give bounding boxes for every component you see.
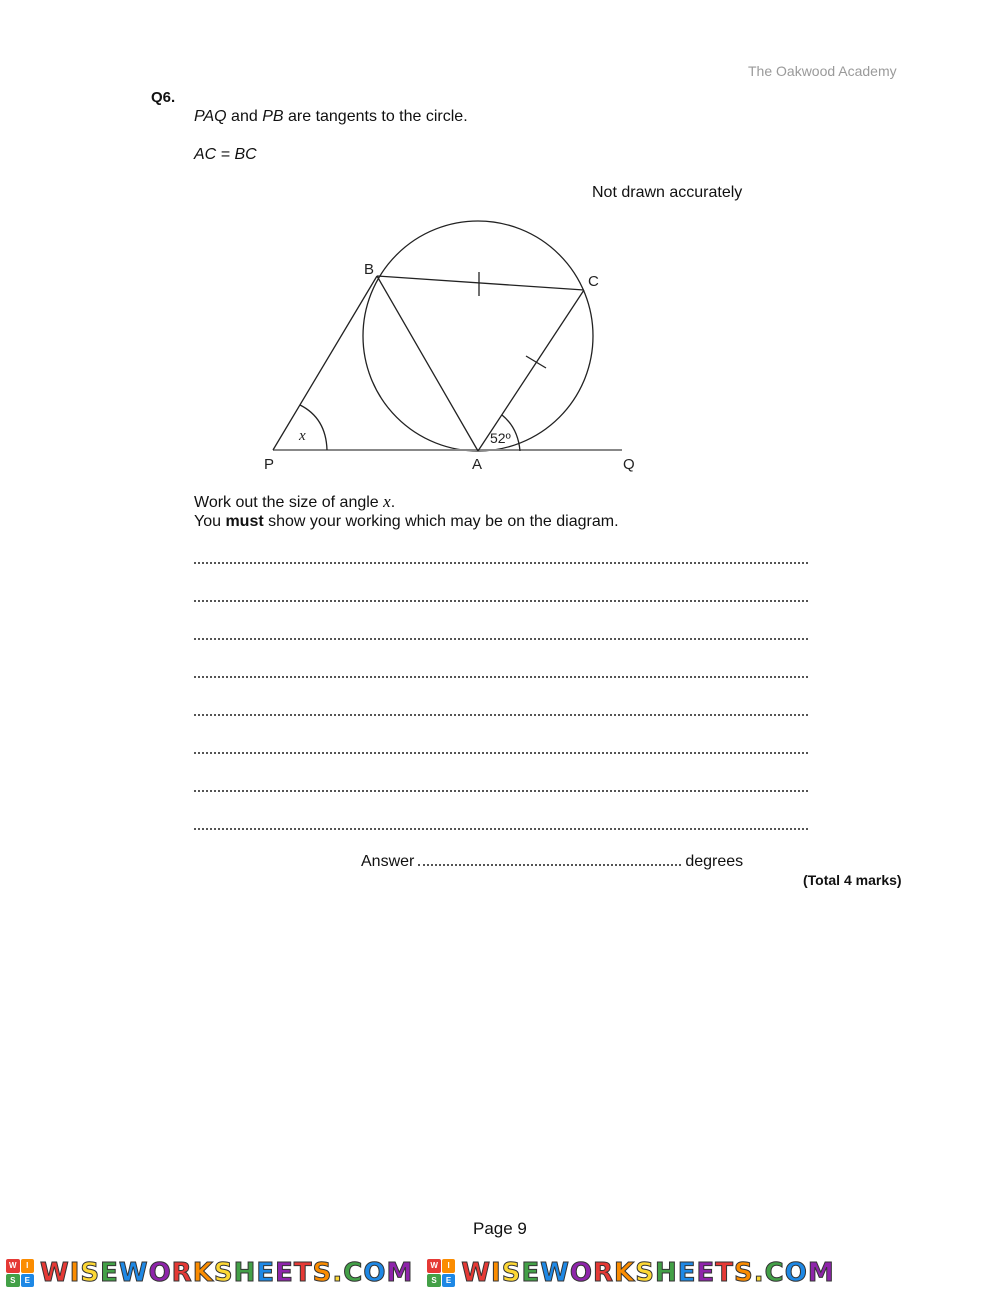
working-line[interactable] — [194, 676, 808, 678]
label-q: Q — [623, 456, 635, 473]
brand-letter: E — [677, 1258, 697, 1288]
brand-letter: C — [764, 1258, 785, 1288]
school-name: The Oakwood Academy — [748, 63, 897, 79]
working-line[interactable] — [194, 752, 808, 754]
brand-letter: R — [171, 1258, 193, 1288]
not-drawn-note: Not drawn accurately — [592, 184, 743, 201]
working-line[interactable] — [194, 638, 808, 640]
question-statement — [194, 108, 468, 126]
brand-letter: S — [213, 1258, 234, 1288]
footer-banner — [0, 1255, 1000, 1291]
label-a: A — [472, 456, 483, 473]
brand-logo-right — [427, 1258, 834, 1288]
instruction-text: Work out the size of angle — [194, 494, 384, 511]
brand-letter: E — [275, 1258, 294, 1288]
brand-letter: M — [386, 1258, 414, 1288]
label-b: B — [364, 261, 375, 278]
instruction-line-2 — [194, 513, 619, 531]
brand-letter: K — [614, 1258, 636, 1288]
geometry-diagram — [250, 210, 670, 480]
label-angle-52: 52º — [490, 430, 511, 446]
brand-logo-icon — [6, 1259, 34, 1287]
brand-letter: O — [148, 1258, 172, 1288]
brand-letter: E — [100, 1258, 119, 1288]
brand-logo-icon — [427, 1259, 455, 1287]
tangent-name-paq: PAQ — [194, 108, 227, 125]
working-line[interactable] — [194, 828, 808, 830]
brand-letter: S — [733, 1258, 754, 1288]
logo-letter: W — [427, 1259, 441, 1273]
answer-unit: degrees — [685, 853, 744, 870]
brand-letter: W — [540, 1258, 570, 1288]
label-p: P — [264, 456, 275, 473]
answer-row — [361, 853, 743, 871]
question-number: Q6. — [151, 89, 176, 106]
brand-letter: M — [807, 1258, 835, 1288]
instruction-emphasis: must — [225, 513, 264, 530]
equality-statement — [194, 146, 257, 164]
brand-letter: W — [118, 1258, 149, 1288]
segment-pb — [273, 276, 377, 450]
instruction-period: . — [390, 494, 396, 511]
total-marks: (Total 4 marks) — [803, 872, 902, 888]
tick-ca — [526, 356, 546, 368]
working-line[interactable] — [194, 714, 808, 716]
label-c: C — [588, 273, 599, 290]
logo-letter: I — [21, 1259, 35, 1273]
brand-letter: E — [521, 1258, 541, 1288]
segment-ca — [478, 290, 584, 451]
brand-letter: T — [715, 1258, 734, 1288]
answer-label: Answer — [361, 853, 415, 870]
brand-letter: . — [753, 1258, 765, 1288]
segment-ba — [377, 276, 478, 451]
brand-letter: E — [696, 1258, 716, 1288]
logo-letter: E — [442, 1274, 456, 1288]
brand-letter: S — [501, 1258, 522, 1288]
tangent-name-pb: PB — [262, 108, 284, 125]
working-line[interactable] — [194, 562, 808, 564]
brand-text — [40, 1258, 413, 1288]
logo-letter: S — [427, 1274, 441, 1288]
logo-letter: I — [442, 1259, 456, 1273]
brand-letter: K — [192, 1258, 214, 1288]
page-number: Page 9 — [473, 1219, 527, 1238]
conjunction-text: and — [226, 108, 263, 125]
brand-letter: S — [312, 1258, 333, 1288]
brand-letter: H — [233, 1258, 257, 1288]
brand-letter: S — [80, 1258, 101, 1288]
working-line[interactable] — [194, 600, 808, 602]
brand-logo-left — [6, 1258, 413, 1288]
angle-variable: x — [383, 492, 391, 511]
logo-letter: S — [6, 1274, 20, 1288]
brand-letter: W — [40, 1258, 70, 1288]
brand-letter: R — [593, 1258, 615, 1288]
brand-letter: I — [69, 1258, 81, 1288]
working-line[interactable] — [194, 790, 808, 792]
brand-letter: . — [332, 1258, 344, 1288]
equality-text: AC = BC — [194, 146, 257, 163]
brand-letter: W — [461, 1258, 492, 1288]
brand-letter: C — [343, 1258, 364, 1288]
answer-field[interactable] — [418, 854, 681, 866]
brand-letter: I — [491, 1258, 502, 1288]
brand-letter: S — [635, 1258, 655, 1288]
brand-letter: O — [784, 1258, 808, 1288]
instruction-prefix: You — [194, 513, 226, 530]
brand-letter: O — [569, 1258, 594, 1288]
diagram-shapes — [273, 221, 622, 451]
segment-bc — [377, 276, 584, 290]
label-x: x — [299, 428, 306, 444]
logo-letter: W — [6, 1259, 20, 1273]
brand-letter: H — [654, 1258, 678, 1288]
brand-letter: O — [363, 1258, 387, 1288]
brand-letter: E — [256, 1258, 276, 1288]
logo-letter: E — [21, 1274, 35, 1288]
brand-letter: T — [293, 1258, 313, 1288]
brand-text — [461, 1258, 834, 1288]
circle — [363, 221, 593, 451]
instruction-line-1 — [194, 492, 395, 512]
statement-rest: are tangents to the circle. — [283, 108, 468, 125]
instruction-suffix: show your working which may be on the diagram. — [263, 513, 619, 530]
